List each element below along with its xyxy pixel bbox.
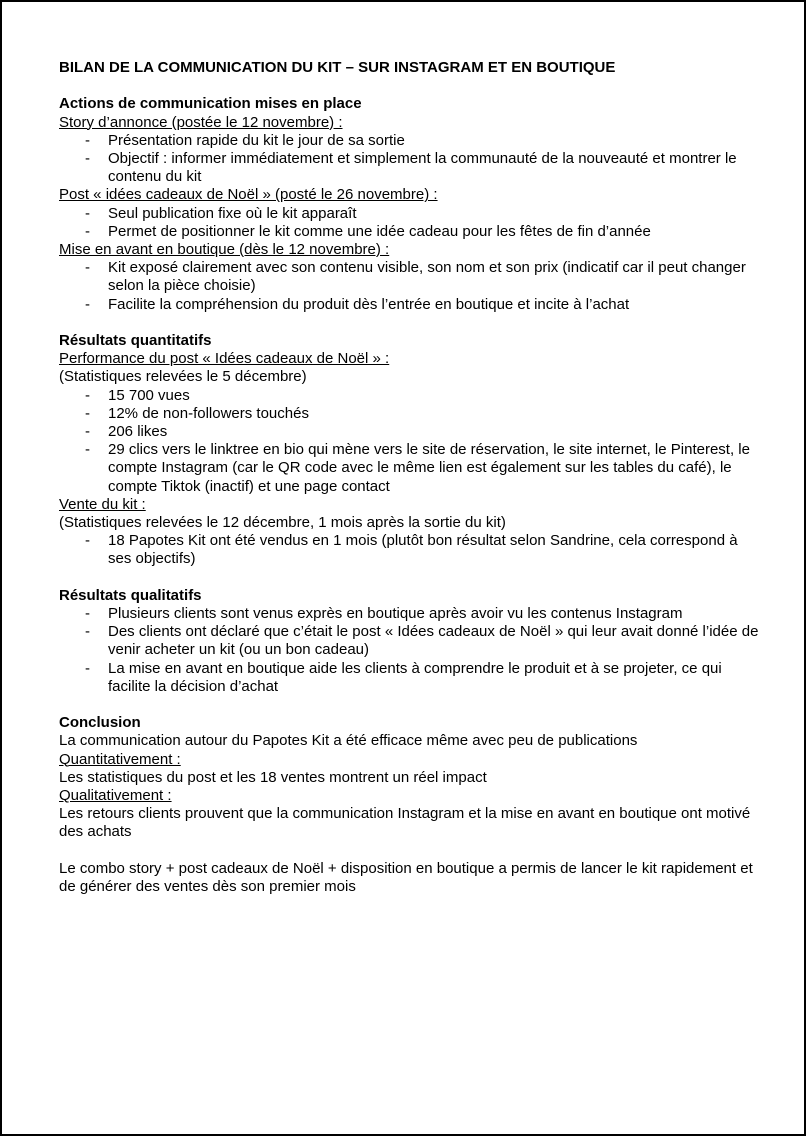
list-item: - Plusieurs clients sont venus exprès en boutique après avoir vu les contenus Instagram	[59, 605, 759, 623]
list-item: - Kit exposé clairement avec son contenu visible, son nom et son prix (indicatif car il peut changer selon la pièce choisie)	[59, 259, 759, 295]
list-item: - 12% de non-followers touchés	[59, 405, 759, 423]
subheading-story: Story d’annonce (postée le 12 novembre) :	[59, 113, 343, 131]
subheading-quantitativement: Quantitativement :	[59, 750, 181, 768]
list-item: - 29 clics vers le linktree en bio qui mène vers le site de réservation, le site internet, le Pinterest, le compte Instagram (car le QR code avec le même lien est également sur les tables du café), le compte Tiktok (inactif) et une page contact	[59, 441, 759, 496]
subheading-vente: Vente du kit :	[59, 495, 146, 513]
section-heading-conclusion: Conclusion	[59, 714, 141, 732]
conclusion-final: Le combo story + post cadeaux de Noël + disposition en boutique a permis de lancer le kit rapidement et de générer des ventes dès son premier mois	[59, 859, 753, 896]
subheading-boutique: Mise en avant en boutique (dès le 12 novembre) :	[59, 241, 390, 259]
section-heading-actions: Actions de communication mises en place	[59, 95, 362, 113]
list-item: - Présentation rapide du kit le jour de sa sortie	[59, 132, 759, 150]
subheading-qualitativement: Qualitativement :	[59, 787, 172, 805]
section-heading-qualitatifs: Résultats qualitatifs	[59, 586, 202, 604]
list-item: - 206 likes	[59, 423, 759, 441]
document-title: BILAN DE LA COMMUNICATION DU KIT – SUR INSTAGRAM ET EN BOUTIQUE	[59, 59, 616, 76]
boutique-list	[59, 259, 759, 314]
list-item: - 18 Papotes Kit ont été vendus en 1 mois (plutôt bon résultat selon Sandrine, cela correspond à ses objectifs)	[59, 532, 759, 568]
story-list	[59, 132, 759, 187]
stats-note: (Statistiques relevées le 12 décembre, 1 mois après la sortie du kit)	[59, 514, 506, 532]
list-item: - Seul publication fixe où le kit apparaît	[59, 205, 759, 223]
list-item: - Permet de positionner le kit comme une idée cadeau pour les fêtes de fin d’année	[59, 223, 759, 241]
conclusion-quali-text: Les retours clients prouvent que la communication Instagram et la mise en avant en boutique ont motivé des achats	[59, 805, 751, 841]
subheading-post: Post « idées cadeaux de Noël » (posté le 26 novembre) :	[59, 186, 438, 204]
subheading-performance: Performance du post « Idées cadeaux de Noël » :	[59, 350, 390, 368]
spacer	[59, 77, 759, 95]
conclusion-intro: La communication autour du Papotes Kit a été efficace même avec peu de publications	[59, 732, 638, 750]
spacer	[59, 314, 759, 332]
spacer	[59, 569, 759, 587]
list-item: - Objectif : informer immédiatement et simplement la communauté de la nouveauté et montrer le contenu du kit	[59, 150, 759, 186]
qualitatifs-list	[59, 605, 759, 696]
list-item: - 15 700 vues	[59, 387, 759, 405]
section-heading-quantitatifs: Résultats quantitatifs	[59, 332, 212, 350]
list-item: - La mise en avant en boutique aide les clients à comprendre le produit et à se projeter, ce qui facilite la décision d’achat	[59, 660, 759, 696]
document-body	[59, 59, 759, 896]
performance-list	[59, 387, 759, 496]
stats-note: (Statistiques relevées le 5 décembre)	[59, 368, 307, 386]
list-item: - Des clients ont déclaré que c’était le post « Idées cadeaux de Noël » qui leur avait donné l’idée de venir acheter un kit (ou un bon cadeau)	[59, 623, 759, 659]
list-item: - Facilite la compréhension du produit dès l’entrée en boutique et incite à l’achat	[59, 296, 759, 314]
spacer	[59, 842, 759, 860]
post-list	[59, 205, 759, 241]
conclusion-quanti-text: Les statistiques du post et les 18 ventes montrent un réel impact	[59, 768, 487, 786]
vente-list	[59, 532, 759, 568]
spacer	[59, 696, 759, 714]
